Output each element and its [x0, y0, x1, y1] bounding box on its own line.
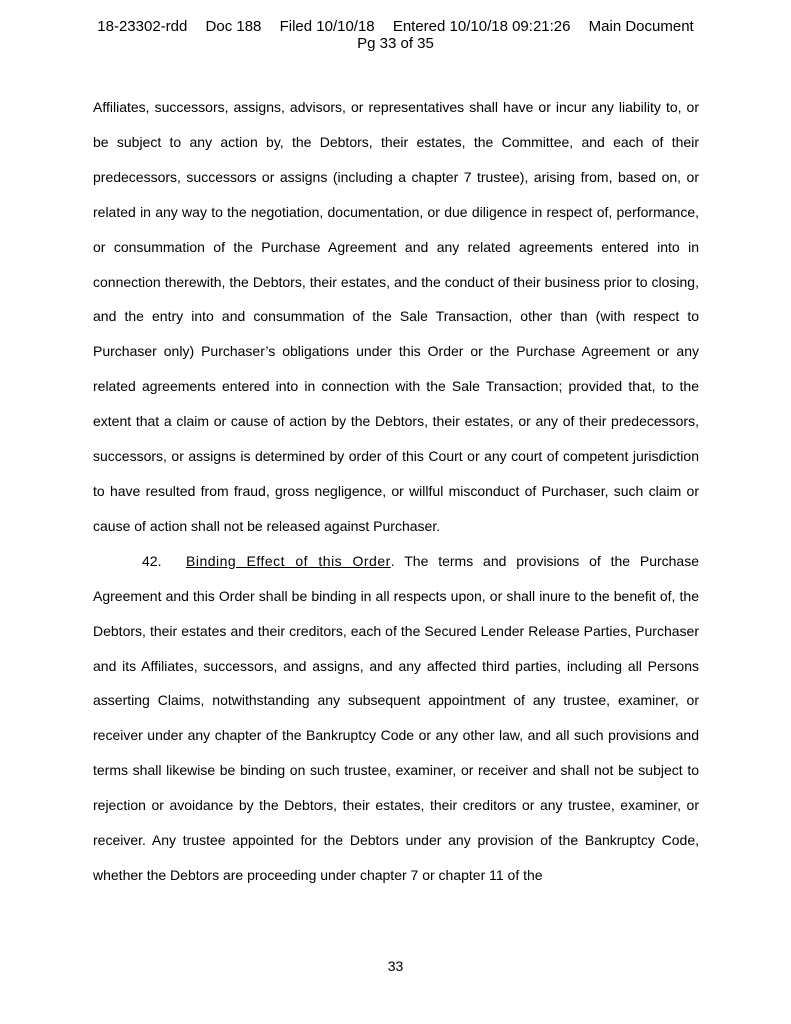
doc-number: Doc 188 — [205, 18, 262, 35]
filed-date: Filed 10/10/18 — [279, 18, 375, 35]
page-number: 33 — [387, 958, 404, 974]
paragraph-heading: Binding Effect of this Order — [186, 552, 391, 569]
document-body — [93, 90, 699, 893]
paragraph-number: 42. — [142, 552, 162, 569]
paragraph-text: . The terms and provisions of the Purchase Agreement and this Order shall be binding in all respects upon, or shall inure to the benefit of, the Debtors, their estates and their creditors, each of the Secured Lender Release Parties, Purchaser and its Affiliates, successors, and assigns, and any affected third parties, including all Persons asserting Claims, notwithstanding any subsequent appointment of any trustee, examiner, or receiver under any chapter of the Bankruptcy Code or any other law, and all such provisions and terms shall likewise be binding on such trustee, examiner, or receiver and shall not be subject to rejection or avoidance by the Debtors, their estates, their creditors or any trustee, examiner, or receiver. Any trustee appointed for the Debtors under any provision of the Bankruptcy Code, whether the Debtors are proceeding under chapter 7 or chapter 11 of the — [93, 552, 699, 883]
body-paragraph-continuation: Affiliates, successors, assigns, advisors, or representatives shall have or incur any liability to, or be subject to any action by, the Debtors, their estates, the Committee, and each of their predecessors, successors or assigns (including a chapter 7 trustee), arising from, based on, or related in any way to the negotiation, documentation, or due diligence in respect of, performance, or consummation of the Purchase Agreement and any related agreements entered into in connection therewith, the Debtors, their estates, and the conduct of their business prior to closing, and the entry into and consummation of the Sale Transaction, other than (with respect to Purchaser only) Purchaser’s obligations under this Order or the Purchase Agreement or any related agreements entered into in connection with the Sale Transaction; provided that, to the extent that a claim or cause of action by the Debtors, their estates, or any of their predecessors, successors, or assigns is determined by order of this Court or any court of competent jurisdiction to have resulted from fraud, gross negligence, or willful misconduct of Purchaser, such claim or cause of action shall not be released against Purchaser. — [93, 99, 699, 534]
entered-date: Entered 10/10/18 09:21:26 — [392, 18, 571, 35]
doc-type: Main Document — [588, 18, 694, 35]
page-of-label: Pg 33 of 35 — [357, 35, 434, 52]
case-number: 18-23302-rdd — [97, 18, 188, 35]
filing-stamp-line — [0, 18, 791, 35]
page-header — [0, 18, 791, 52]
body-paragraph-42 — [93, 544, 699, 893]
